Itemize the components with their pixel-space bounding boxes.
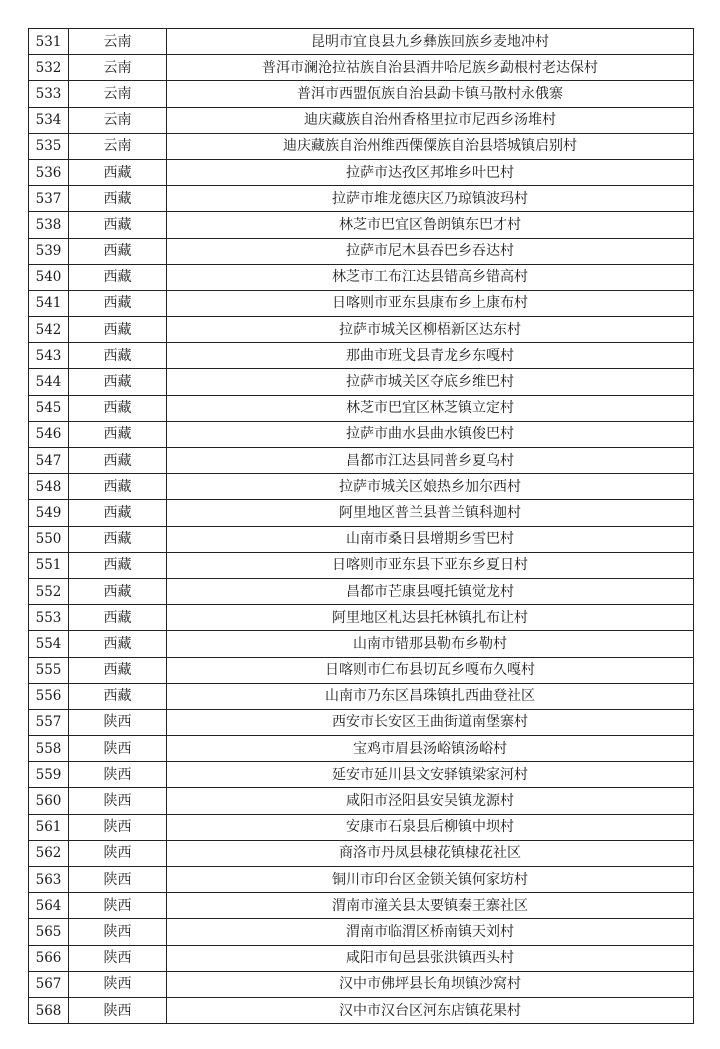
table-row bbox=[29, 395, 694, 421]
row-number-cell: 563 bbox=[29, 867, 69, 893]
province-cell: 西藏 bbox=[69, 657, 167, 683]
row-number-cell: 541 bbox=[29, 290, 69, 316]
province-cell: 陕西 bbox=[69, 893, 167, 919]
village-name-cell: 林芝市巴宜区林芝镇立定村 bbox=[167, 395, 694, 421]
row-number-cell: 551 bbox=[29, 552, 69, 578]
row-number-cell: 545 bbox=[29, 395, 69, 421]
table-row bbox=[29, 238, 694, 264]
province-cell: 西藏 bbox=[69, 159, 167, 185]
village-name-cell: 咸阳市旬邑县张洪镇西头村 bbox=[167, 945, 694, 971]
row-number-cell: 538 bbox=[29, 212, 69, 238]
village-list-sheet bbox=[28, 28, 693, 1024]
village-name-cell: 拉萨市城关区娘热乡加尔西村 bbox=[167, 474, 694, 500]
row-number-cell: 540 bbox=[29, 264, 69, 290]
province-cell: 西藏 bbox=[69, 395, 167, 421]
table-row bbox=[29, 317, 694, 343]
village-name-cell: 拉萨市尼木县吞巴乡吞达村 bbox=[167, 238, 694, 264]
row-number-cell: 555 bbox=[29, 657, 69, 683]
row-number-cell: 559 bbox=[29, 762, 69, 788]
table-row bbox=[29, 840, 694, 866]
province-cell: 陕西 bbox=[69, 971, 167, 997]
table-body bbox=[29, 29, 694, 1024]
row-number-cell: 544 bbox=[29, 369, 69, 395]
row-number-cell: 534 bbox=[29, 107, 69, 133]
village-name-cell: 日喀则市仁布县切瓦乡嘎布久嘎村 bbox=[167, 657, 694, 683]
row-number-cell: 532 bbox=[29, 55, 69, 81]
village-name-cell: 山南市桑日县增期乡雪巴村 bbox=[167, 526, 694, 552]
table-row bbox=[29, 867, 694, 893]
village-name-cell: 迪庆藏族自治州维西傈僳族自治县塔城镇启别村 bbox=[167, 133, 694, 159]
province-cell: 云南 bbox=[69, 29, 167, 55]
row-number-cell: 558 bbox=[29, 736, 69, 762]
province-cell: 西藏 bbox=[69, 212, 167, 238]
village-name-cell: 咸阳市泾阳县安吴镇龙源村 bbox=[167, 788, 694, 814]
table-row bbox=[29, 369, 694, 395]
province-cell: 陕西 bbox=[69, 736, 167, 762]
village-name-cell: 渭南市临渭区桥南镇天刘村 bbox=[167, 919, 694, 945]
village-name-cell: 宝鸡市眉县汤峪镇汤峪村 bbox=[167, 736, 694, 762]
village-name-cell: 山南市错那县勒布乡勒村 bbox=[167, 631, 694, 657]
table-row bbox=[29, 893, 694, 919]
table-row bbox=[29, 500, 694, 526]
village-name-cell: 普洱市西盟佤族自治县勐卡镇马散村永俄寨 bbox=[167, 81, 694, 107]
table-row bbox=[29, 133, 694, 159]
row-number-cell: 560 bbox=[29, 788, 69, 814]
row-number-cell: 565 bbox=[29, 919, 69, 945]
province-cell: 西藏 bbox=[69, 290, 167, 316]
village-name-cell: 延安市延川县文安驿镇梁家河村 bbox=[167, 762, 694, 788]
row-number-cell: 546 bbox=[29, 421, 69, 447]
village-table bbox=[28, 28, 694, 1024]
row-number-cell: 561 bbox=[29, 814, 69, 840]
province-cell: 陕西 bbox=[69, 709, 167, 735]
province-cell: 陕西 bbox=[69, 840, 167, 866]
table-row bbox=[29, 736, 694, 762]
province-cell: 西藏 bbox=[69, 500, 167, 526]
village-name-cell: 汉中市汉台区河东店镇花果村 bbox=[167, 997, 694, 1023]
row-number-cell: 562 bbox=[29, 840, 69, 866]
table-row bbox=[29, 474, 694, 500]
province-cell: 西藏 bbox=[69, 448, 167, 474]
table-row bbox=[29, 631, 694, 657]
province-cell: 陕西 bbox=[69, 867, 167, 893]
row-number-cell: 547 bbox=[29, 448, 69, 474]
row-number-cell: 542 bbox=[29, 317, 69, 343]
province-cell: 西藏 bbox=[69, 186, 167, 212]
province-cell: 西藏 bbox=[69, 526, 167, 552]
row-number-cell: 556 bbox=[29, 683, 69, 709]
table-row bbox=[29, 212, 694, 238]
table-row bbox=[29, 159, 694, 185]
village-name-cell: 渭南市潼关县太要镇秦王寨社区 bbox=[167, 893, 694, 919]
row-number-cell: 536 bbox=[29, 159, 69, 185]
row-number-cell: 568 bbox=[29, 997, 69, 1023]
village-name-cell: 拉萨市城关区夺底乡维巴村 bbox=[167, 369, 694, 395]
table-row bbox=[29, 29, 694, 55]
province-cell: 陕西 bbox=[69, 919, 167, 945]
province-cell: 西藏 bbox=[69, 238, 167, 264]
table-row bbox=[29, 919, 694, 945]
village-name-cell: 阿里地区札达县托林镇扎布让村 bbox=[167, 605, 694, 631]
village-name-cell: 昌都市江达县同普乡夏乌村 bbox=[167, 448, 694, 474]
table-row bbox=[29, 709, 694, 735]
row-number-cell: 543 bbox=[29, 343, 69, 369]
province-cell: 陕西 bbox=[69, 814, 167, 840]
province-cell: 西藏 bbox=[69, 264, 167, 290]
table-row bbox=[29, 55, 694, 81]
table-row bbox=[29, 997, 694, 1023]
province-cell: 陕西 bbox=[69, 788, 167, 814]
village-name-cell: 拉萨市曲水县曲水镇俊巴村 bbox=[167, 421, 694, 447]
row-number-cell: 548 bbox=[29, 474, 69, 500]
province-cell: 西藏 bbox=[69, 317, 167, 343]
village-name-cell: 日喀则市亚东县康布乡上康布村 bbox=[167, 290, 694, 316]
table-row bbox=[29, 421, 694, 447]
table-row bbox=[29, 945, 694, 971]
table-row bbox=[29, 264, 694, 290]
village-name-cell: 林芝市巴宜区鲁朗镇东巴才村 bbox=[167, 212, 694, 238]
province-cell: 西藏 bbox=[69, 552, 167, 578]
row-number-cell: 533 bbox=[29, 81, 69, 107]
row-number-cell: 550 bbox=[29, 526, 69, 552]
table-row bbox=[29, 290, 694, 316]
village-name-cell: 商洛市丹凤县棣花镇棣花社区 bbox=[167, 840, 694, 866]
province-cell: 西藏 bbox=[69, 421, 167, 447]
village-name-cell: 拉萨市城关区柳梧新区达东村 bbox=[167, 317, 694, 343]
province-cell: 陕西 bbox=[69, 997, 167, 1023]
province-cell: 云南 bbox=[69, 133, 167, 159]
row-number-cell: 553 bbox=[29, 605, 69, 631]
village-name-cell: 迪庆藏族自治州香格里拉市尼西乡汤堆村 bbox=[167, 107, 694, 133]
table-row bbox=[29, 683, 694, 709]
table-row bbox=[29, 552, 694, 578]
row-number-cell: 535 bbox=[29, 133, 69, 159]
village-name-cell: 山南市乃东区昌珠镇扎西曲登社区 bbox=[167, 683, 694, 709]
province-cell: 西藏 bbox=[69, 605, 167, 631]
table-row bbox=[29, 814, 694, 840]
row-number-cell: 564 bbox=[29, 893, 69, 919]
province-cell: 西藏 bbox=[69, 343, 167, 369]
village-name-cell: 拉萨市达孜区邦堆乡叶巴村 bbox=[167, 159, 694, 185]
row-number-cell: 537 bbox=[29, 186, 69, 212]
table-row bbox=[29, 343, 694, 369]
village-name-cell: 昆明市宜良县九乡彝族回族乡麦地冲村 bbox=[167, 29, 694, 55]
table-row bbox=[29, 186, 694, 212]
province-cell: 云南 bbox=[69, 81, 167, 107]
village-name-cell: 拉萨市堆龙德庆区乃琼镇波玛村 bbox=[167, 186, 694, 212]
village-name-cell: 安康市石泉县后柳镇中坝村 bbox=[167, 814, 694, 840]
village-name-cell: 西安市长安区王曲街道南堡寨村 bbox=[167, 709, 694, 735]
village-name-cell: 林芝市工布江达县错高乡错高村 bbox=[167, 264, 694, 290]
province-cell: 陕西 bbox=[69, 945, 167, 971]
table-row bbox=[29, 788, 694, 814]
row-number-cell: 549 bbox=[29, 500, 69, 526]
village-name-cell: 昌都市芒康县嘎托镇觉龙村 bbox=[167, 578, 694, 604]
table-row bbox=[29, 448, 694, 474]
row-number-cell: 567 bbox=[29, 971, 69, 997]
province-cell: 西藏 bbox=[69, 631, 167, 657]
village-name-cell: 日喀则市亚东县下亚东乡夏日村 bbox=[167, 552, 694, 578]
village-name-cell: 铜川市印台区金锁关镇何家坊村 bbox=[167, 867, 694, 893]
row-number-cell: 531 bbox=[29, 29, 69, 55]
province-cell: 西藏 bbox=[69, 369, 167, 395]
province-cell: 陕西 bbox=[69, 762, 167, 788]
table-row bbox=[29, 107, 694, 133]
province-cell: 西藏 bbox=[69, 474, 167, 500]
village-name-cell: 那曲市班戈县青龙乡东嘎村 bbox=[167, 343, 694, 369]
table-row bbox=[29, 762, 694, 788]
province-cell: 云南 bbox=[69, 55, 167, 81]
row-number-cell: 557 bbox=[29, 709, 69, 735]
row-number-cell: 552 bbox=[29, 578, 69, 604]
table-row bbox=[29, 81, 694, 107]
province-cell: 西藏 bbox=[69, 683, 167, 709]
village-name-cell: 阿里地区普兰县普兰镇科迦村 bbox=[167, 500, 694, 526]
table-row bbox=[29, 526, 694, 552]
province-cell: 西藏 bbox=[69, 578, 167, 604]
village-name-cell: 汉中市佛坪县长角坝镇沙窝村 bbox=[167, 971, 694, 997]
table-row bbox=[29, 578, 694, 604]
village-name-cell: 普洱市澜沧拉祜族自治县酒井哈尼族乡勐根村老达保村 bbox=[167, 55, 694, 81]
table-row bbox=[29, 657, 694, 683]
row-number-cell: 566 bbox=[29, 945, 69, 971]
row-number-cell: 554 bbox=[29, 631, 69, 657]
row-number-cell: 539 bbox=[29, 238, 69, 264]
table-row bbox=[29, 605, 694, 631]
province-cell: 云南 bbox=[69, 107, 167, 133]
table-row bbox=[29, 971, 694, 997]
